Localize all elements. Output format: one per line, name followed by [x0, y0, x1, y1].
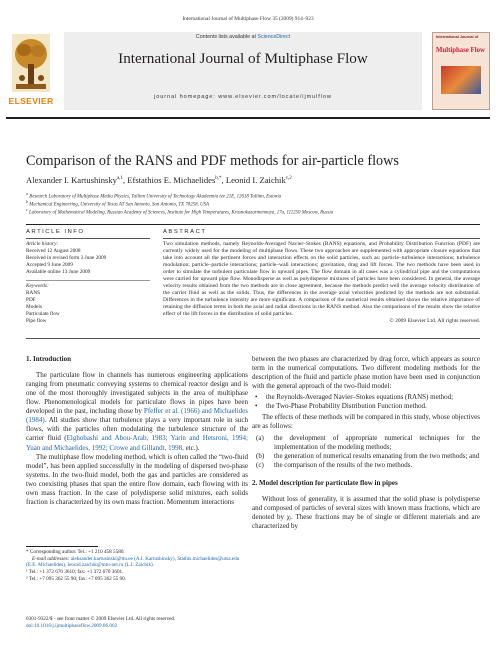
author-name[interactable]: Efstathios E. Michaelides: [127, 175, 216, 185]
author-affiliation-mark[interactable]: b,*: [215, 176, 222, 182]
doi-link[interactable]: doi:10.1016/j.ijmultiphaseflow.2009.06.002: [26, 622, 118, 629]
affiliation: $^b$ Mechanical Engineering, University of Texas AT San Antonio, San Antonio, TX 78258, USA: [26, 199, 209, 208]
article-info-rule: [26, 238, 150, 239]
abstract-body: [163, 241, 480, 325]
elsevier-logo[interactable]: [6, 32, 56, 110]
affiliation: $^c$ Laboratory of Mathematical Modeling, Russian Academy of Sciences, Institute for High Temperatures, Krasnokazarmennaya, 17a, 111250 Moscow, Russia: [26, 207, 334, 216]
keyword: RANS: [26, 289, 41, 296]
issn-line: [26, 616, 326, 629]
footnote-corresponding: * Corresponding author. Tel.: +1 210 458 5580.: [26, 549, 125, 555]
history-item: Received in revised form 3 June 2009: [26, 254, 107, 261]
paragraph: between the two phases are characterized by drag force, which appears as source term in the numerical computations. Two different modeling methods for the description of the fluid and particle phase motion have been used in conjunction with the general approach of the two-fluid model:: [252, 355, 480, 391]
footnote-rule: [26, 546, 98, 547]
author-list: Alexander I. Kartushinsky$^{a,1}$, Efstathios E. Michaelides$^{b,*}$, Leonid I. Zaichik$^{c,2}$: [26, 175, 292, 185]
section-divider: [26, 224, 480, 225]
cover-image: [441, 66, 481, 94]
homepage-prefix: journal homepage:: [154, 94, 219, 100]
keywords: [26, 283, 150, 324]
citation-link[interactable]: Pfeffer et al. (1966) and Michaelides (1984).: [26, 407, 248, 425]
author-name[interactable]: Leonid I. Zaichik: [225, 175, 286, 185]
paragraph: Without loss of generality, it is assumed that the solid phase is polydisperse and composed of particles of several sizes with known mass fractions, which are denoted by χᵢ. These fractions may be of single or different materials and are characterized by: [252, 494, 480, 530]
paragraph: The particulate flow in channels has numerous engineering applications ranging from pneumatic conveying systems to chemical reactor design and is one of the most thoroughly investigated subjects in the area of multiphase flow. Phenomenological models for particulate flows in pipes have been developed in the past, including those by Pfeffer et al. (1966) and Michaelides (1984). All studies show that turbulence plays a very important role in such flows, with the particles often modulating the turbulence structure of the carrier fluid (Elghobashi and Abou-Arab, 1983; Yarin and Hetsroni, 1994; Yuan and Michaelides, 1992; Crowe and Gillandt, 1998, etc.).: [26, 371, 248, 452]
body-column-right: [252, 355, 480, 531]
keyword: PDF: [26, 296, 36, 303]
affiliation: $^a$ Research Laboratory of Multiphase Media Physics, Tallinn University of Technology Akadeemia tee 21E, 12618 Tallinn, Estonia: [26, 191, 282, 200]
elsevier-wordmark: ELSEVIER: [8, 96, 54, 106]
list-item: • the Two-Phase Probability Distribution Function method.: [255, 402, 427, 411]
keywords-label: Keywords:: [26, 283, 49, 289]
list-item: • the Reynolds-Averaged Navier–Stokes equations (RANS) method;: [255, 393, 454, 402]
article-title: Comparison of the RANS and PDF methods for air-particle flows: [26, 153, 399, 169]
keyword: Models: [26, 303, 42, 310]
keyword: Particulate flow: [26, 310, 60, 317]
issn-text: 0301-9322/$ - see front matter © 2009 Elsevier Ltd. All rights reserved.: [26, 616, 176, 622]
abstract-heading: ABSTRACT: [163, 229, 207, 235]
history-item: Available online 13 June 2009: [26, 268, 91, 275]
header-divider: [6, 117, 490, 119]
body-column-left: [26, 371, 248, 507]
list-item: (a) the development of appropriate numerical techniques for the implementation of the modeling methods;: [256, 433, 480, 451]
cover-title: International Journal of: [436, 35, 479, 39]
list-item: (b) the generation of numerical results emanating from the two methods; and: [256, 451, 480, 460]
journal-homepage: [64, 94, 422, 100]
running-header: International Journal of Multiphase Flow 35 (2009) 914–923: [182, 16, 314, 22]
footnote-emails: E-mail addresses: aleksander.kartusinski@ttu.ee (A.I. Kartushinsky), Stathis.michaelides@utsa.edu (E.E. Michaelides), leonid.zaichik@mtu-net.ru (L.I. Zaichik).: [26, 556, 240, 569]
copyright: © 2009 Elsevier Ltd. All rights reserved.: [389, 318, 480, 325]
journal-name: International Journal of Multiphase Flow: [118, 50, 368, 67]
author-affiliation-mark[interactable]: a,1: [116, 176, 123, 182]
journal-cover-thumbnail[interactable]: [432, 32, 490, 110]
email-links[interactable]: aleksander.kartusinski@ttu.ee (A.I. Kartushinsky), Stathis.michaelides@utsa.edu (E.E. Michaelides), leonid.zaichik@mtu-net.ru (L.I. Zaichik).: [26, 556, 240, 569]
paragraph: The multiphase flow modeling method, which is often called the “two-fluid model”, has been applied successfully in the modeling of dispersed two-phase systems. In the two-fluid model, both the gas and particles are considered as two coexisting phases that span the entire flow domain, each flowing with its own mass fraction. In the case of polydisperse solid mixtures, each solids fraction is characterized by its own mass fraction. Momentum interactions: [26, 452, 248, 506]
section-2-heading: 2. Model description for particulate flow in pipes: [252, 478, 398, 487]
history-item: Received 12 August 2008: [26, 247, 81, 254]
homepage-link[interactable]: www.elsevier.com/locate/ijmulflow: [218, 94, 332, 100]
abstract-text: Two simulation methods, namely Reynolds-Averaged Navier–Stokes (RANS) equations, and Probability Distribution Function (PDF) are currently widely used for the modeling of multiphase flows. These two approaches are supplemented with appropriate closure equations that take into account all the pertinent forces and interaction effects on the solid particles, such as: particle–turbulence interactions; turbulence modulation; particle–particle interactions; particle–wall interactions; gravitation, drag and lift forces. The two methods have been used in order to simulate the turbulent particulate flow in upward pipes. The flow domain in all cases was a cylindrical pipe and the computations were carried for upward pipe flow. Monodisperse as well as polydisperse mixtures of particles have been considered. In general, the average velocity results obtained from the two methods are in close agreement, because the methods predict well the average velocity distribution of the carrier fluid as well as the solids. Thus, the differences in the average axial velocities predicted by the methods are not substantial. Differences in the turbulence intensity are more significant. A comparison of the numerical results obtained shows the relative importance of retaining the diffusion terms in both the axial and radial directions in the RANS method. Also the comparisons of the results show the relative effect of the lift forces in the distribution of solid particles.: [163, 241, 480, 318]
keyword: Pipe flow: [26, 317, 47, 324]
paragraph: The effects of these methods will be compared in this study, whose objectives are as follows:: [252, 413, 480, 431]
article-info-heading: ARTICLE INFO: [26, 229, 85, 235]
contents-line: [64, 34, 422, 40]
history-label: Article history:: [26, 241, 59, 247]
footnote-2: ² Tel.: +7 095 362 55 90; fax: +7 095 362 55 90.: [26, 576, 127, 582]
method-bullet-list: [252, 393, 480, 411]
history-item: Accepted 9 June 2009: [26, 261, 73, 268]
introduction-heading: 1. Introduction: [26, 355, 71, 363]
list-item: (c) the comparison of the results of the two methods.: [256, 460, 413, 469]
abstract-bottom-rule: [26, 338, 480, 339]
sciencedirect-link[interactable]: ScienceDirect: [257, 34, 291, 40]
article-history: [26, 241, 150, 276]
author-name[interactable]: Alexander I. Kartushinsky: [26, 175, 117, 185]
footnote-1: ¹ Tel.: +1 372 670 3610; fax: +1 372 670 3601.: [26, 569, 124, 575]
objectives-list: [252, 434, 480, 470]
contents-prefix: Contents lists available at: [195, 34, 258, 40]
citation-link[interactable]: Elghobashi and Abou-Arab, 1983; Yarin and Hetsroni, 1994; Yuan and Michaelides, 1992; Crowe and Gillandt, 1998,: [26, 434, 248, 452]
cover-subtitle: Multiphase Flow: [436, 47, 485, 54]
abstract-rule: [163, 238, 480, 239]
elsevier-tree-icon: [12, 34, 50, 92]
author-affiliation-mark[interactable]: c,2: [285, 176, 292, 182]
journal-masthead: [64, 32, 422, 110]
